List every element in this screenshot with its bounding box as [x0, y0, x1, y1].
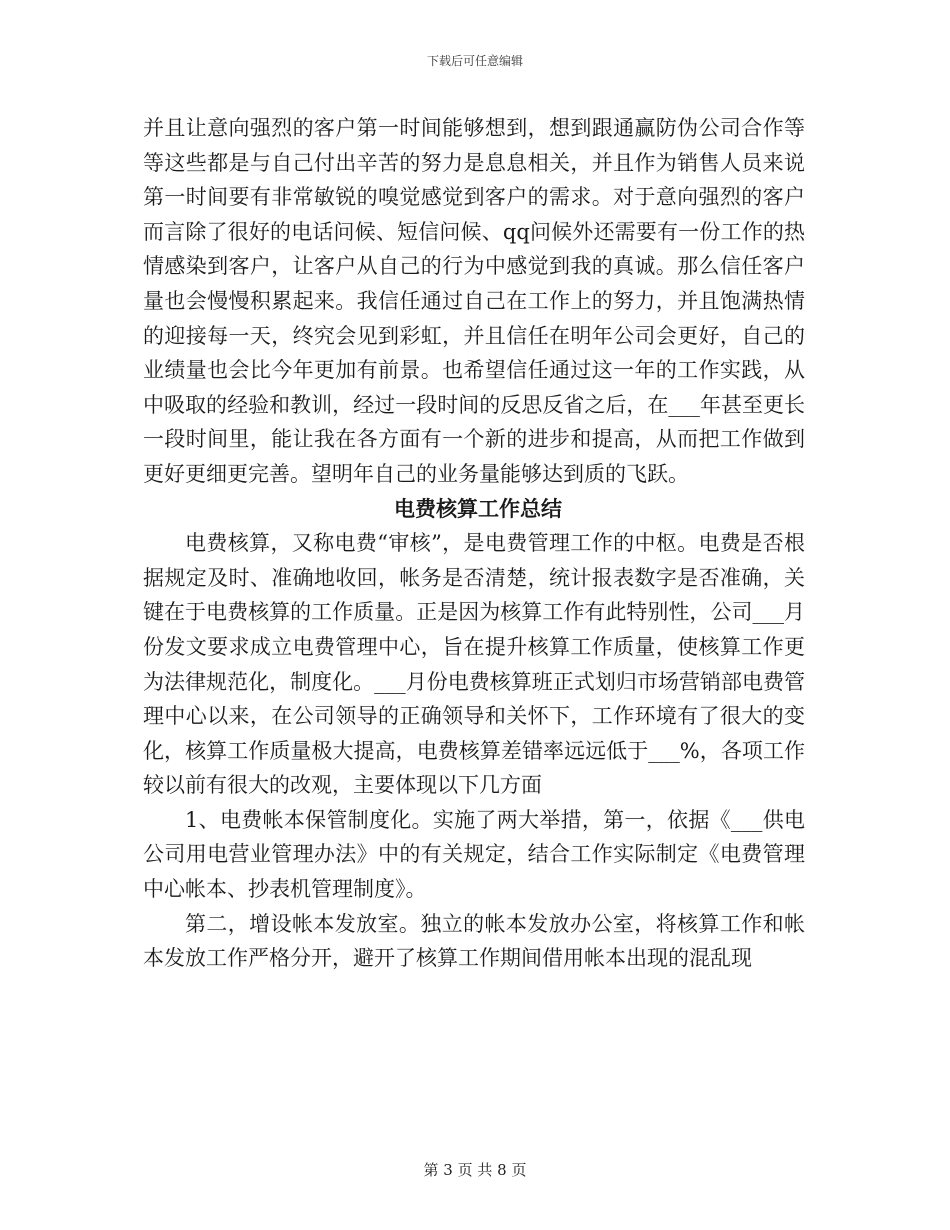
paragraph-2: 1、电费帐本保管制度化。实施了两大举措，第一，依据《___供电公司用电营业管理办法》中的有关规定，结合工作实际制定《电费管理中心帐本、抄表机管理制度》。: [143, 807, 805, 902]
paragraph-1: 电费核算，又称电费“审核”，是电费管理工作的中枢。电费是否根据规定及时、准确地收回，帐务是否清楚，统计报表数字是否准确，关键在于电费核算的工作质量。正是因为核算工作有此特别性，公司___月份发文要求成立电费管理中心，旨在提升核算工作质量，使核算工作更为法律规范化，制度化。___月份电费核算班正式划归市场营销部电费管理中心以来，在公司领导的正确领导和关怀下，工作环境有了很大的变化，核算工作质量极大提高，电费核算差错率远远低于___%，各项工作较以前有很大的改观，主要体现以下几方面: [143, 531, 805, 798]
document-body: [143, 111, 805, 976]
paragraph-3: 第二，增设帐本发放室。独立的帐本发放办公室，将核算工作和帐本发放工作严格分开，避开了核算工作期间借用帐本出现的混乱现: [143, 911, 805, 971]
section-title: 电费核算工作总结: [394, 495, 562, 521]
paragraph-continuation: 并且让意向强烈的客户第一时间能够想到，想到跟通赢防伪公司合作等等这些都是与自己付出辛苦的努力是息息相关，并且作为销售人员来说第一时间要有非常敏锐的嗅觉感觉到客户的需求。对于意向强烈的客户而言除了很好的电话问候、短信问候、qq问候外还需要有一份工作的热情感染到客户，让客户从自己的行为中感觉到我的真诚。那么信任客户量也会慢慢积累起来。我信任通过自己在工作上的努力，并且饱满热情的迎接每一天，终究会见到彩虹，并且信任在明年公司会更好，自己的业绩量也会比今年更加有前景。也希望信任通过这一年的工作实践，从中吸取的经验和教训，经过一段时间的反思反省之后，在___年甚至更长一段时间里，能让我在各方面有一个新的进步和提高，从而把工作做到更好更细更完善。望明年自己的业务量能够达到质的飞跃。: [143, 116, 805, 486]
page-header: 下载后可任意编辑: [426, 54, 523, 68]
page-number: 第 3 页 共 8 页: [423, 1161, 527, 1179]
